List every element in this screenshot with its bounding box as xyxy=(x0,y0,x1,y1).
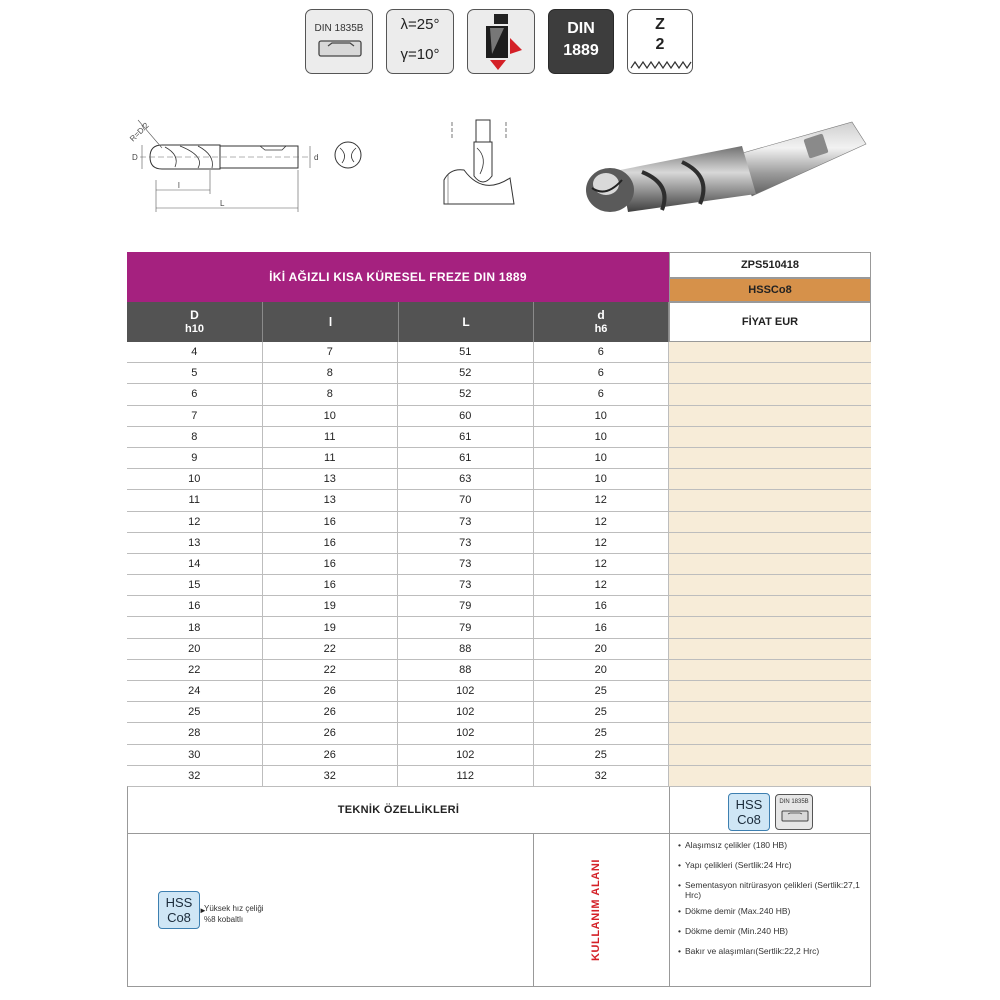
table-row xyxy=(127,533,871,554)
table-row xyxy=(127,745,871,766)
table-cell: 22 xyxy=(263,660,399,680)
table-cell: 52 xyxy=(398,384,534,404)
table-cell: 11 xyxy=(127,490,263,510)
product-code: ZPS510418 xyxy=(669,252,871,278)
flutes-line-2: 2 xyxy=(655,36,665,53)
table-cell: 61 xyxy=(398,448,534,468)
usage-item: • Bakır ve alaşımları(Sertlik:22,2 Hrc) xyxy=(678,946,868,956)
product-image xyxy=(582,118,870,220)
norm-line-2: 1889 xyxy=(563,42,599,59)
table-cell: 63 xyxy=(398,469,534,489)
table-cell: 30 xyxy=(127,745,263,765)
table-cell: 20 xyxy=(534,660,670,680)
price-cell xyxy=(669,554,871,574)
table-cell: 6 xyxy=(534,384,670,404)
diameter-label: D xyxy=(132,153,138,162)
material-description xyxy=(128,834,534,986)
table-cell: 12 xyxy=(534,575,670,595)
table-cell: 112 xyxy=(398,766,534,786)
column-header-label: L xyxy=(462,315,470,329)
table-title: İKİ AĞIZLI KISA KÜRESEL FREZE DIN 1889 xyxy=(127,252,669,302)
table-row xyxy=(127,681,871,702)
table-row xyxy=(127,596,871,617)
table-cell: 19 xyxy=(263,596,399,616)
price-cell xyxy=(669,723,871,743)
price-header: FİYAT EUR xyxy=(669,302,871,342)
price-cell xyxy=(669,745,871,765)
table-cell: 20 xyxy=(127,639,263,659)
table-row xyxy=(127,406,871,427)
table-cell: 73 xyxy=(398,512,534,532)
table-row xyxy=(127,766,871,787)
table-cell: 16 xyxy=(263,554,399,574)
table-cell: 79 xyxy=(398,596,534,616)
specs-title: TEKNİK ÖZELLİKLERİ xyxy=(128,787,670,833)
table-cell: 26 xyxy=(263,681,399,701)
price-cell xyxy=(669,490,871,510)
table-row xyxy=(127,660,871,681)
din-1835b-icon: DIN 1835B xyxy=(775,794,813,830)
price-cell xyxy=(669,639,871,659)
table-cell: 15 xyxy=(127,575,263,595)
table-cell: 9 xyxy=(127,448,263,468)
table-cell: 25 xyxy=(534,723,670,743)
table-cell: 20 xyxy=(534,639,670,659)
table-body xyxy=(127,342,871,787)
price-cell xyxy=(669,681,871,701)
teeth-icon xyxy=(628,10,694,75)
table-cell: 7 xyxy=(127,406,263,426)
table-cell: 12 xyxy=(534,490,670,510)
table-row xyxy=(127,702,871,723)
table-cell: 11 xyxy=(263,448,399,468)
price-cell xyxy=(669,363,871,383)
column-header-label: d xyxy=(597,308,605,322)
usage-list-cell xyxy=(670,834,872,986)
price-cell xyxy=(669,342,871,362)
price-cell xyxy=(669,384,871,404)
price-cell xyxy=(669,448,871,468)
table-cell: 88 xyxy=(398,639,534,659)
table-cell: 16 xyxy=(127,596,263,616)
column-header-flute-length xyxy=(263,302,399,342)
price-cell xyxy=(669,427,871,447)
usage-item: • Alaşımsız çelikler (180 HB) xyxy=(678,840,868,850)
hss-description: Yüksek hız çeliği %8 kobaltlı xyxy=(204,904,264,924)
table-cell: 102 xyxy=(398,723,534,743)
table-row xyxy=(127,427,871,448)
flute-length-label: l xyxy=(178,181,180,190)
column-header-total-length xyxy=(399,302,534,342)
flute-count-icon xyxy=(627,9,693,74)
column-header-tolerance: h6 xyxy=(594,323,608,335)
specs-header xyxy=(127,786,871,834)
cutting-direction-icon xyxy=(467,9,535,74)
table-row xyxy=(127,639,871,660)
dimension-drawing xyxy=(120,100,370,215)
table-cell: 24 xyxy=(127,681,263,701)
table-cell: 26 xyxy=(263,745,399,765)
table-cell: 19 xyxy=(263,617,399,637)
price-cell xyxy=(669,596,871,616)
table-cell: 10 xyxy=(263,406,399,426)
price-cell xyxy=(669,406,871,426)
table-row xyxy=(127,469,871,490)
usage-label-cell xyxy=(534,834,670,986)
table-cell: 16 xyxy=(263,533,399,553)
shank-diameter-label: d xyxy=(314,153,319,162)
price-cell xyxy=(669,766,871,786)
price-cell xyxy=(669,702,871,722)
table-cell: 6 xyxy=(534,342,670,362)
arrow-right-icon: ► xyxy=(199,906,207,915)
table-cell: 25 xyxy=(534,702,670,722)
price-cell xyxy=(669,660,871,680)
table-cell: 16 xyxy=(263,512,399,532)
table-row xyxy=(127,363,871,384)
table-cell: 61 xyxy=(398,427,534,447)
table-row xyxy=(127,490,871,511)
table-cell: 60 xyxy=(398,406,534,426)
table-cell: 102 xyxy=(398,681,534,701)
table-cell: 12 xyxy=(534,512,670,532)
table-cell: 51 xyxy=(398,342,534,362)
price-cell xyxy=(669,617,871,637)
price-cell xyxy=(669,575,871,595)
table-cell: 26 xyxy=(263,702,399,722)
table-cell: 18 xyxy=(127,617,263,637)
table-cell: 32 xyxy=(127,766,263,786)
table-cell: 70 xyxy=(398,490,534,510)
table-cell: 8 xyxy=(263,363,399,383)
table-cell: 10 xyxy=(534,448,670,468)
table-row xyxy=(127,723,871,744)
table-cell: 16 xyxy=(534,617,670,637)
price-cell xyxy=(669,469,871,489)
table-cell: 25 xyxy=(127,702,263,722)
column-header-label: l xyxy=(328,315,333,329)
table-cell: 16 xyxy=(534,596,670,616)
table-cell: 14 xyxy=(127,554,263,574)
usage-item: • Dökme demir (Min.240 HB) xyxy=(678,926,868,936)
helix-angle: λ=25° xyxy=(400,16,440,33)
table-cell: 10 xyxy=(534,406,670,426)
table-cell: 6 xyxy=(127,384,263,404)
table-cell: 25 xyxy=(534,745,670,765)
din-1889-badge xyxy=(548,9,614,74)
table-cell: 79 xyxy=(398,617,534,637)
table-cell: 32 xyxy=(534,766,670,786)
usage-label: KULLANIM ALANI xyxy=(590,858,602,962)
table-cell: 11 xyxy=(263,427,399,447)
table-row xyxy=(127,448,871,469)
table-cell: 12 xyxy=(534,533,670,553)
table-cell: 73 xyxy=(398,575,534,595)
usage-item: • Sementasyon nitrürasyon çelikleri (Sertlik:27,1 Hrc) xyxy=(678,880,868,900)
norm-line-1: DIN xyxy=(567,20,595,37)
table-cell: 52 xyxy=(398,363,534,383)
column-header-d-h10 xyxy=(127,302,263,342)
table-cell: 13 xyxy=(263,469,399,489)
table-cell: 28 xyxy=(127,723,263,743)
application-drawing xyxy=(440,118,520,208)
table-cell: 102 xyxy=(398,745,534,765)
radius-label: R=D/2 xyxy=(128,120,151,144)
table-row xyxy=(127,384,871,405)
hss-co8-icon: HSS Co8 xyxy=(158,891,200,929)
table-cell: 13 xyxy=(127,533,263,553)
table-cell: 10 xyxy=(534,427,670,447)
table-cell: 10 xyxy=(127,469,263,489)
rake-angle: γ=10° xyxy=(400,46,440,63)
shank-shape-icon xyxy=(306,10,374,75)
shank-standard-icon xyxy=(305,9,373,74)
table-cell: 26 xyxy=(263,723,399,743)
table-row xyxy=(127,512,871,533)
usage-item: • Dökme demir (Max.240 HB) xyxy=(678,906,868,916)
table-row xyxy=(127,575,871,596)
table-cell: 22 xyxy=(127,660,263,680)
flutes-line-1: Z xyxy=(655,16,665,33)
column-header-label: D xyxy=(190,308,199,322)
hss-co8-icon: HSS Co8 xyxy=(728,793,770,831)
table-row xyxy=(127,617,871,638)
table-cell: 25 xyxy=(534,681,670,701)
table-cell: 8 xyxy=(127,427,263,447)
table-cell: 5 xyxy=(127,363,263,383)
table-cell: 12 xyxy=(127,512,263,532)
price-cell xyxy=(669,512,871,532)
specs-body xyxy=(127,834,871,987)
table-cell: 6 xyxy=(534,363,670,383)
table-cell: 73 xyxy=(398,533,534,553)
price-cell xyxy=(669,533,871,553)
table-cell: 8 xyxy=(263,384,399,404)
column-header-tolerance: h10 xyxy=(185,323,204,335)
table-cell: 12 xyxy=(534,554,670,574)
usage-item: • Yapı çelikleri (Sertlik:24 Hrc) xyxy=(678,860,868,870)
material-code: HSSCo8 xyxy=(669,278,871,302)
table-cell: 13 xyxy=(263,490,399,510)
column-header-shank-h6 xyxy=(534,302,669,342)
table-cell: 102 xyxy=(398,702,534,722)
usage-list xyxy=(678,840,868,966)
table-cell: 7 xyxy=(263,342,399,362)
table-cell: 10 xyxy=(534,469,670,489)
table-cell: 22 xyxy=(263,639,399,659)
total-length-label: L xyxy=(220,199,225,208)
shank-standard-label: DIN 1835B xyxy=(314,23,364,34)
table-cell: 32 xyxy=(263,766,399,786)
angle-info-icon xyxy=(386,9,454,74)
table-row xyxy=(127,342,871,363)
table-cell: 16 xyxy=(263,575,399,595)
table-cell: 4 xyxy=(127,342,263,362)
table-cell: 73 xyxy=(398,554,534,574)
table-row xyxy=(127,554,871,575)
table-cell: 88 xyxy=(398,660,534,680)
